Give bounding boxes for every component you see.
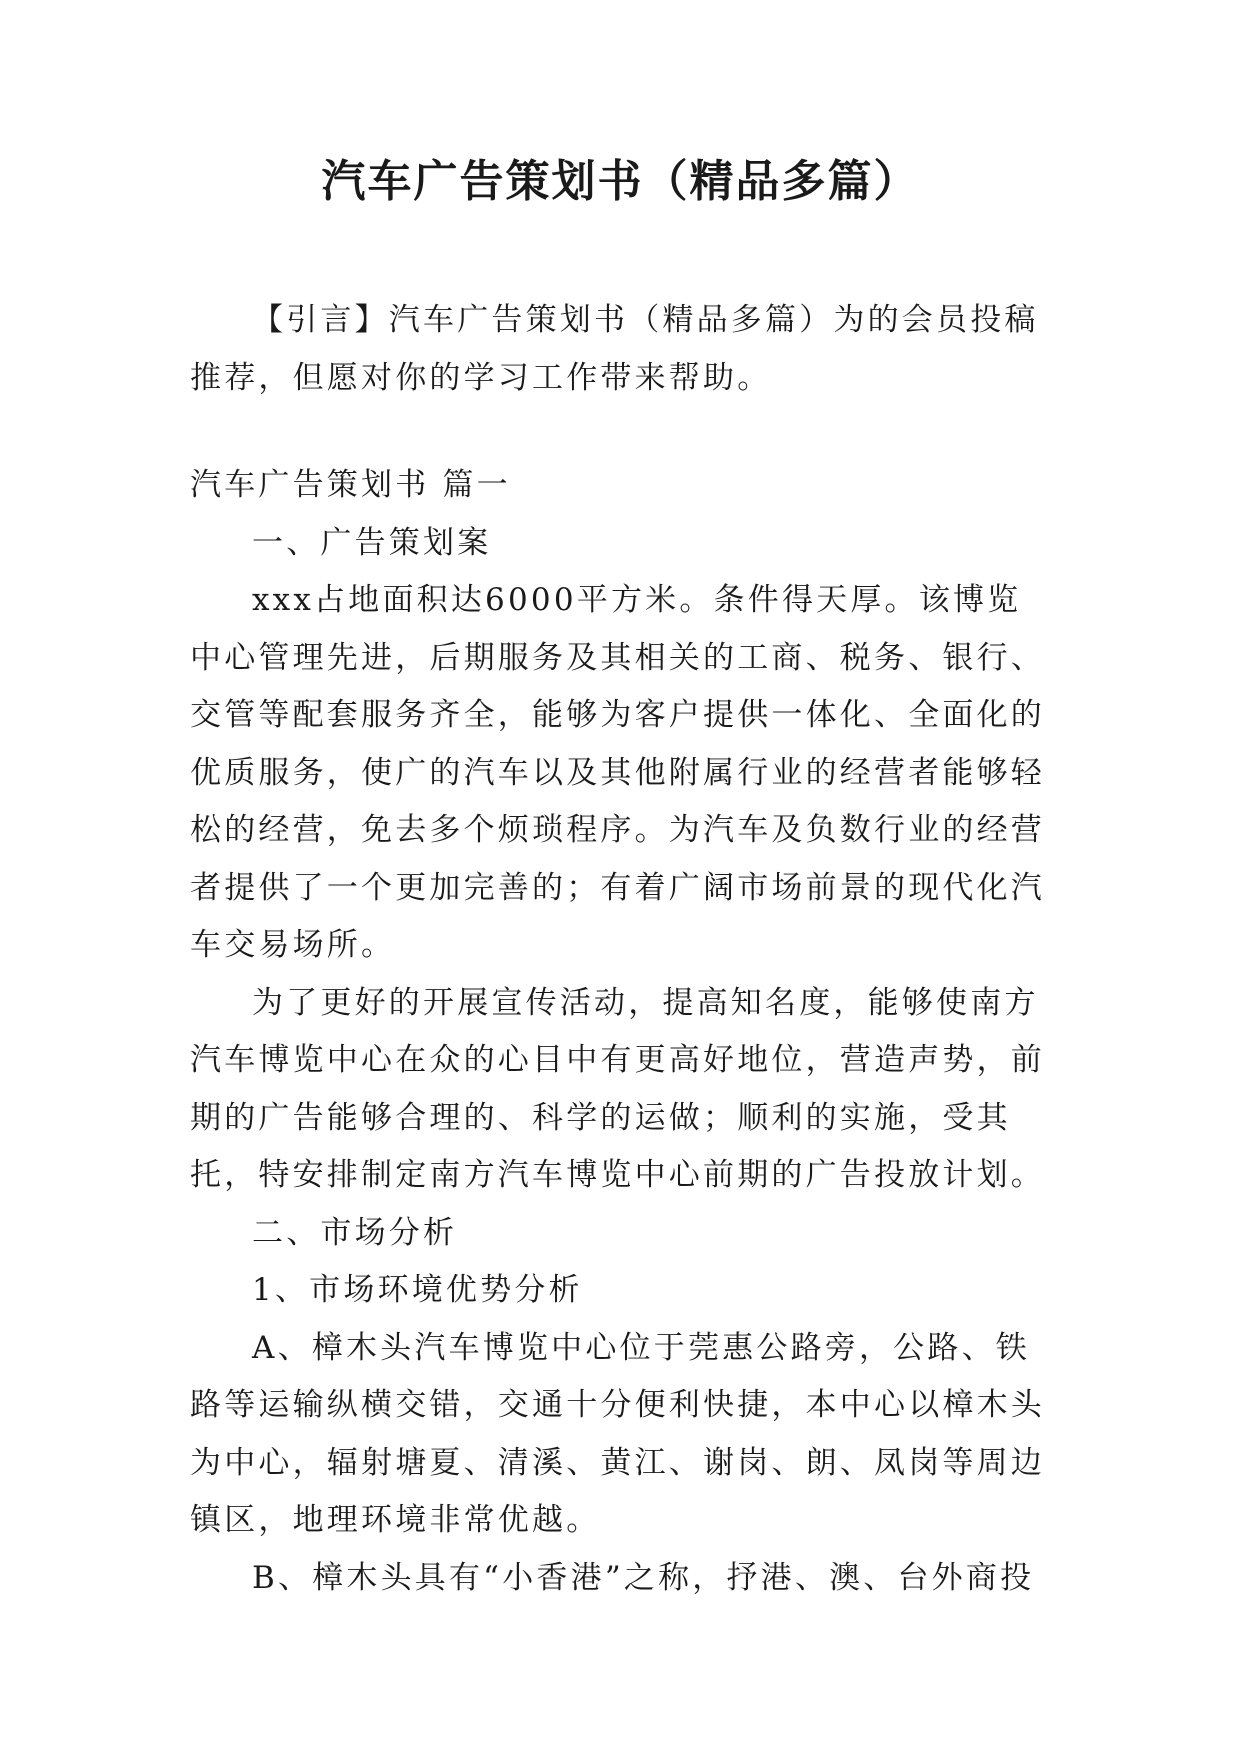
document-title: 汽车广告策划书（精品多篇） — [321, 156, 920, 207]
paragraph-heading-2: 二、市场分析 — [252, 1214, 458, 1251]
paragraph: xxx占地面积达6000平方米。条件得天厚。该博览中心管理先进，后期服务及其相关的工商、税务、银行、交管等配套服务齐全，能够为客户提供一体化、全面化的优质服务，使广的汽车以及其他附属行业的经营者能够轻松的经营，免去多个烦琐程序。为汽车及负数行业的经营者提供了一个更加完善的；有着广阔市场前景的现代化汽车交易场所。 — [190, 582, 1045, 963]
intro-paragraph: 【引言】汽车广告策划书（精品多篇）为的会员投稿推荐，但愿对你的学习工作带来帮助。 — [190, 302, 1039, 396]
section-heading: 汽车广告策划书 篇一 — [190, 467, 511, 503]
paragraph-subheading: 1、市场环境优势分析 — [252, 1272, 583, 1308]
paragraph-heading-1: 一、广告策划案 — [252, 524, 492, 561]
paragraph: 为了更好的开展宣传活动，提高知名度，能够使南方汽车博览中心在众的心目中有更高好地位，营造声势，前期的广告能够合理的、科学的运做；顺利的实施，受其托，特安排制定南方汽车博览中心前期的广告投放计划。 — [190, 984, 1045, 1193]
paragraph: B、樟木头具有“小香港”之称，抒港、澳、台外商投 — [252, 1559, 1035, 1596]
paragraph: A、樟木头汽车博览中心位于莞惠公路旁，公路、铁路等运输纵横交错，交通十分便利快捷，本中心以樟木头为中心，辐射塘夏、清溪、黄江、谢岗、朗、凤岗等周边镇区，地理环境非常优越。 — [190, 1329, 1045, 1538]
document-body — [190, 292, 1050, 1607]
